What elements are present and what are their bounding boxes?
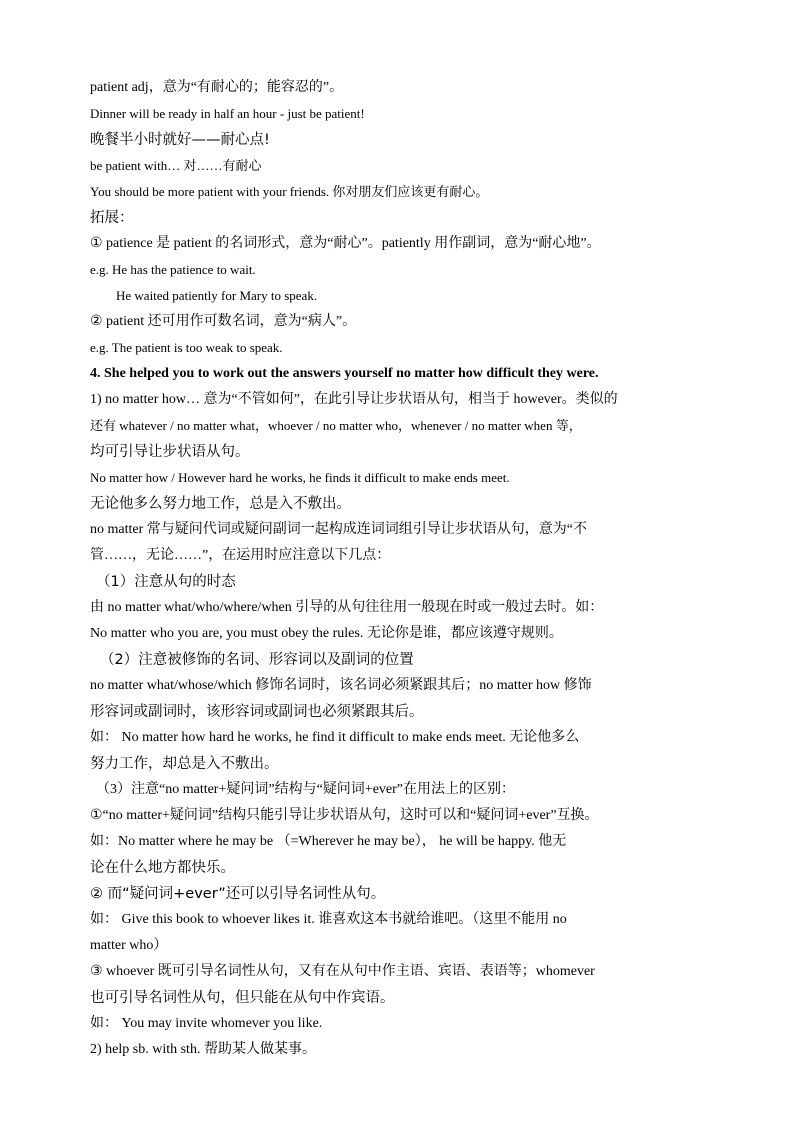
text-line: 努力工作，却总是入不敷出。 xyxy=(90,756,279,772)
text-line: 还有 whatever / no matter what，whoever / no matter who，whenever / no matter when 等， xyxy=(90,418,582,433)
text-line: 2) help sb. with sth. 帮助某人做某事。 xyxy=(90,1042,316,1057)
text-line: No matter how / However hard he works, he finds it difficult to make ends meet. xyxy=(90,470,510,485)
text-line: 均可引导让步状语从句。 xyxy=(90,444,250,460)
text-line: 形容词或副词时，该形容词或副词也必须紧跟其后。 xyxy=(90,704,424,720)
text-line: 也可引导名词性从句，但只能在从句中作宾语。 xyxy=(90,990,395,1006)
text-line: patient adj，意为“有耐心的；能容忍的”。 xyxy=(90,80,344,95)
text-line: ② 而“疑问词+ever”还可以引导名词性从句。 xyxy=(90,886,386,902)
subheading: （1）注意从句的时态 xyxy=(96,574,236,590)
section-heading: 4. She helped you to work out the answers yourself no matter how difficult they were. xyxy=(90,366,599,381)
text-line: ① patience 是 patient 的名词形式，意为“耐心”。patiently 用作副词，意为“耐心地”。 xyxy=(90,236,601,251)
subheading: （3）注意“no matter+疑问词”结构与“疑问词+ever”在用法上的区别： xyxy=(96,782,515,797)
text-line: He waited patiently for Mary to speak. xyxy=(116,288,318,303)
text-line: ③ whoever 既可引导名词性从句，又有在从句中作主语、宾语、表语等；whomever xyxy=(90,964,595,979)
subheading: （2）注意被修饰的名词、形容词以及副词的位置 xyxy=(100,652,414,668)
text-line: ①“no matter+疑问词”结构只能引导让步状语从句，这时可以和“疑问词+ever”互换。 xyxy=(90,808,599,823)
text-line: e.g. The patient is too weak to speak. xyxy=(90,340,283,355)
text-line: 如： You may invite whomever you like. xyxy=(90,1016,323,1031)
text-line: No matter who you are, you must obey the rules. 无论你是谁，都应该遵守规则。 xyxy=(90,626,563,641)
text-line: You should be more patient with your friends. 你对朋友们应该更有耐心。 xyxy=(90,184,489,199)
text-line: matter who） xyxy=(90,938,168,953)
text-line: 如： Give this book to whoever likes it. 谁喜欢这本书就给谁吧。（这里不能用 no xyxy=(90,912,567,927)
text-line: Dinner will be ready in half an hour - just be patient! xyxy=(90,106,365,121)
text-line: 拓展： xyxy=(90,210,134,226)
text-line: 无论他多么努力地工作，总是入不敷出。 xyxy=(90,496,351,512)
text-line: e.g. He has the patience to wait. xyxy=(90,262,256,277)
text-line: ② patient 还可用作可数名词，意为“病人”。 xyxy=(90,314,357,329)
text-line: 由 no matter what/who/where/when 引导的从句往往用一般现在时或一般过去时。如： xyxy=(90,600,604,615)
text-line: 如：No matter where he may be （=Wherever he may be）， he will be happy. 他无 xyxy=(90,834,567,849)
text-line: 如： No matter how hard he works, he find it difficult to make ends meet. 无论他多么 xyxy=(90,730,580,745)
text-line: 管……，无论……”，在运用时应注意以下几点： xyxy=(90,548,391,563)
text-line: no matter what/whose/which 修饰名词时，该名词必须紧跟其后；no matter how 修饰 xyxy=(90,678,592,693)
text-line: no matter 常与疑问代词或疑问副词一起构成连词词组引导让步状语从句，意为“不 xyxy=(90,522,587,537)
text-line: 论在什么地方都快乐。 xyxy=(90,860,235,876)
text-line: be patient with… 对……有耐心 xyxy=(90,158,262,173)
text-line: 1) no matter how… 意为“不管如何”，在此引导让步状语从句，相当于 however。类似的 xyxy=(90,392,618,407)
text-line: 晚餐半小时就好——耐心点! xyxy=(90,132,270,148)
